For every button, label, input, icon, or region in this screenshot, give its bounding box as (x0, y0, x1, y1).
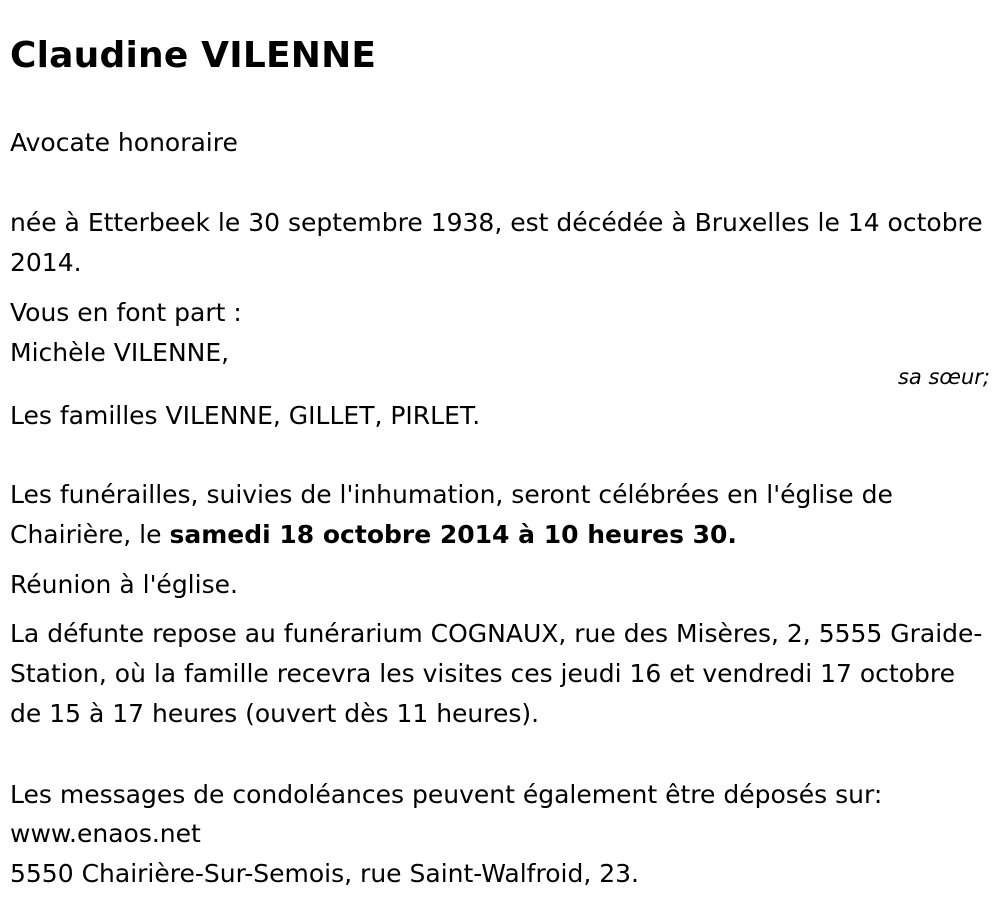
meeting-info: Réunion à l'église. (10, 570, 238, 599)
visitation-info: La défunte repose au funérarium COGNAUX, rue des Misères, 2, 5555 Graide-Station, où la famille recevra les visites ces jeudi 16 et vendredi 17 octobre de 15 à 17 heures (ouvert dès 11 heures). (10, 619, 983, 728)
birth-death-info: née à Etterbeek le 30 septembre 1938, est décédée à Bruxelles le 14 octobre 2014. (10, 208, 983, 277)
condolences-text: Les messages de condoléances peuvent également être déposés sur: (10, 780, 883, 809)
deceased-name: Claudine VILENNE (10, 35, 377, 76)
family-member-name: Michèle VILENNE, (10, 338, 230, 367)
families-list: Les familles VILENNE, GILLET, PIRLET. (10, 401, 481, 430)
announcement-label: Vous en font part : (10, 298, 242, 327)
profession: Avocate honoraire (10, 128, 238, 157)
funeral-intro: Les funérailles, suivies de l'inhumation, seront célébrées en l'église de Chairière, le (10, 480, 893, 549)
funeral-details (10, 475, 990, 555)
condolences-address: 5550 Chairière-Sur-Semois, rue Saint-Walfroid, 23. (10, 859, 639, 888)
funeral-datetime: samedi 18 octobre 2014 à 10 heures 30. (169, 520, 737, 549)
condolences-website-link[interactable]: www.enaos.net (10, 819, 201, 848)
family-member-relation: sa sœur; (897, 365, 990, 389)
